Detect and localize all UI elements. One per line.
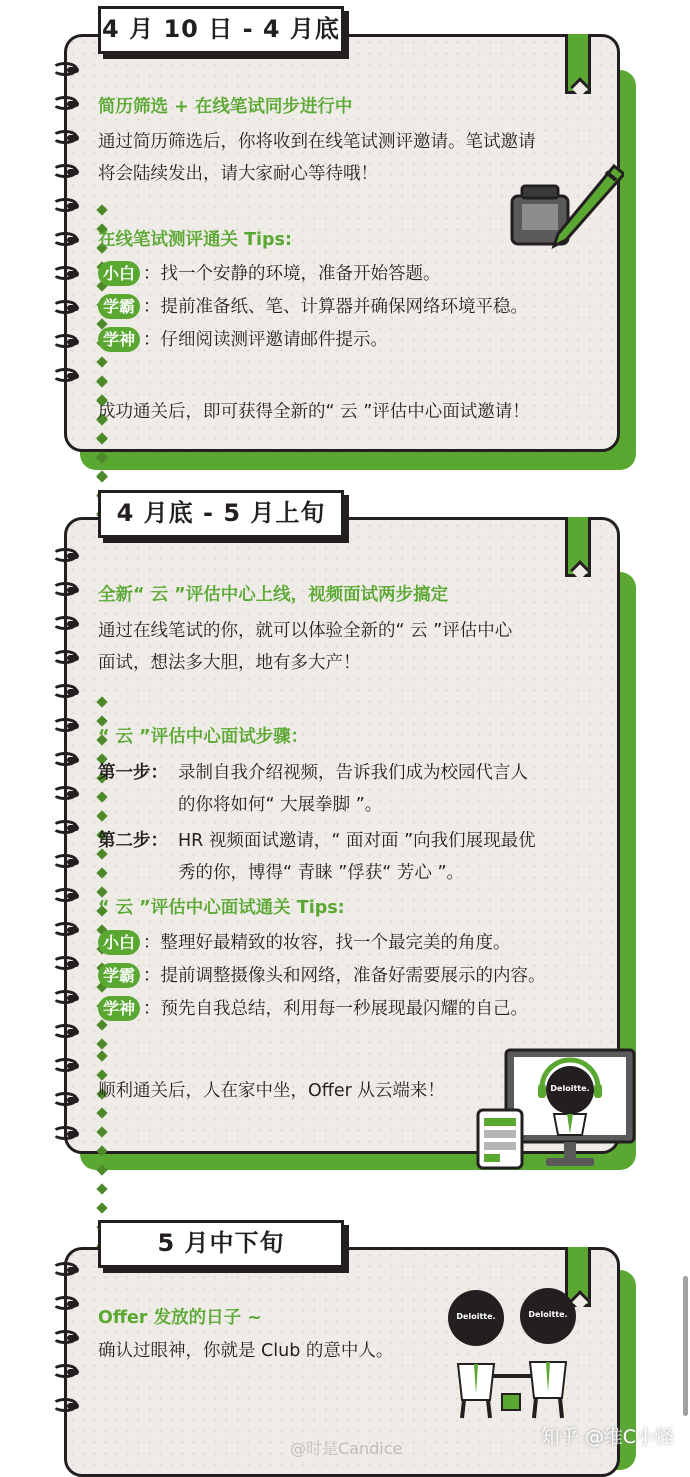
section-heading: Offer 发放的日子 ~ [98,1308,262,1328]
tip-row [98,292,528,322]
spiral-ring [52,956,78,970]
spiral-ring [52,1296,78,1310]
step-label: 第二步： [98,831,168,851]
weibo-watermark: @时是Candice [290,1439,403,1458]
mascot-label: Deloitte. [550,1084,590,1093]
tip-row [98,994,528,1024]
tips-title: 在线笔试测评通关 Tips: [98,230,292,250]
spiral-ring [52,582,78,596]
intro-line: 确认过眼神，你就是 Club 的意中人。 [98,1341,394,1361]
level-badge: 学霸 [98,294,140,319]
spiral-ring [52,820,78,834]
spiral-ring [52,198,78,212]
level-badge: 小白 [98,930,140,955]
tip-text: ：预先自我总结，利用每一秒展现最闪耀的自己。 [143,999,529,1019]
intro-line: 通过简历筛选后，你将收到在线笔试测评邀请。笔试邀请 [98,132,536,152]
bookmark-ribbon [565,34,591,94]
step-text: 的你将如何“ 大展拳脚 ”。 [178,795,383,815]
step-text: 秀的你，博得“ 青睐 ”俘获“ 芳心 ”。 [178,863,465,883]
intro-line: 将会陆续发出，请大家耐心等待哦！ [98,164,378,184]
spiral-ring [52,368,78,382]
diamond-divider [98,371,115,383]
spiral-ring [52,1126,78,1140]
level-badge: 学神 [98,327,140,352]
spiral-ring [52,1398,78,1412]
level-badge: 学神 [98,996,140,1021]
spiral-ring [52,888,78,902]
date-tab: 4 月底 - 5 月上旬 [98,490,344,538]
tip-row [98,961,546,991]
zhihu-watermark: 知乎 @维C小怪 [540,1426,674,1448]
spiral-ring [52,990,78,1004]
mascot-label: Deloitte. [456,1312,496,1321]
spiral-ring [52,96,78,110]
ink-and-pen-icon [506,160,624,252]
tip-text: ：仔细阅读测评邀请邮件提示。 [143,330,389,350]
tip-row [98,325,388,355]
spiral-ring [52,854,78,868]
scrollbar[interactable] [683,1276,688,1416]
spiral-ring [52,650,78,664]
spiral-ring [52,548,78,562]
mascot-label: Deloitte. [528,1310,568,1319]
intro-line: 面试，想法多大胆，地有多大产！ [98,653,361,673]
spiral-ring [52,130,78,144]
section-heading: 简历筛选 + 在线笔试同步进行中 [98,97,353,117]
spiral-ring [52,1058,78,1072]
step-text: HR 视频面试邀请，“ 面对面 ”向我们展现最优 [178,831,536,851]
spiral-ring [52,752,78,766]
section-heading: 全新“ 云 ”评估中心上线，视频面试两步搞定 [98,585,449,605]
bookmark-ribbon [565,517,591,577]
spiral-ring [52,62,78,76]
tip-text: ：整理好最精致的妆容，找一个最完美的角度。 [143,933,511,953]
spiral-ring [52,1024,78,1038]
tip-row [98,259,441,289]
level-badge: 学霸 [98,963,140,988]
spiral-ring [52,684,78,698]
spiral-ring [52,786,78,800]
outro-line: 成功通关后，即可获得全新的“ 云 ”评估中心面试邀请！ [98,402,530,422]
spiral-ring [52,1330,78,1344]
spiral-ring [52,1262,78,1276]
tip-row [98,928,511,958]
tip-text: ：找一个安静的环境，准备开始答题。 [143,264,441,284]
diamond-divider [98,1045,115,1057]
outro-line: 顺利通关后，人在家中坐，Offer 从云端来！ [98,1081,445,1101]
spiral-ring [52,1092,78,1106]
steps-title: “ 云 ”评估中心面试步骤： [98,727,309,747]
level-badge: 小白 [98,261,140,286]
spiral-ring [52,1364,78,1378]
date-tab: 5 月中下旬 [98,1220,344,1268]
spiral-ring [52,334,78,348]
spiral-ring [52,232,78,246]
date-tab: 4 月 10 日 - 4 月底 [98,6,344,54]
step-text: 录制自我介绍视频，告诉我们成为校园代言人 [178,763,528,783]
spiral-ring [52,266,78,280]
spiral-ring [52,922,78,936]
tip-text: ：提前调整摄像头和网络，准备好需要展示的内容。 [143,966,546,986]
spiral-ring [52,718,78,732]
mascots-handshake-illustration [436,1286,590,1420]
tip-text: ：提前准备纸、笔、计算器并确保网络环境平稳。 [143,297,529,317]
step-label: 第一步： [98,763,168,783]
intro-line: 通过在线笔试的你，就可以体验全新的“ 云 ”评估中心 [98,621,513,641]
video-call-illustration [476,1048,638,1174]
spiral-ring [52,300,78,314]
spiral-ring [52,616,78,630]
spiral-ring [52,164,78,178]
tips-title: “ 云 ”评估中心面试通关 Tips: [98,898,345,918]
diamond-divider [98,199,115,211]
diamond-divider [98,691,115,703]
